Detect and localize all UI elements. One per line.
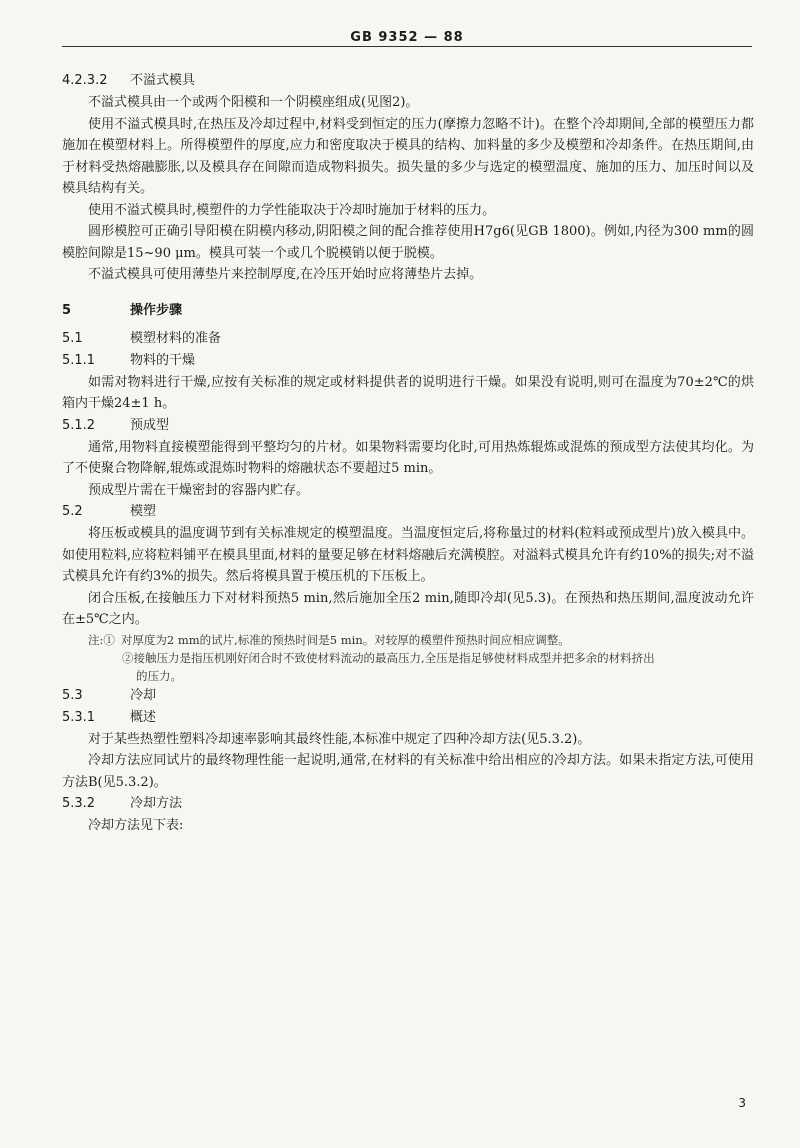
section-heading — [62, 793, 754, 815]
standard-number: GB 9352 — 88 — [342, 30, 471, 45]
note — [62, 631, 754, 649]
paragraph: 圆形模腔可正确引导阳模在阴模内移动,阴阳模之间的配合推荐使用H7g6(见GB 1800)。例如,内径为300 mm的圆模腔间隙是15~90 μm。模具可装一个或几个脱模销以便于脱模。 — [62, 224, 754, 261]
note-mark: ② — [122, 650, 134, 665]
note-mark: 注:① — [88, 632, 115, 647]
section-heading — [62, 328, 754, 350]
section-heading — [62, 501, 754, 523]
section-number: 5.1.2 — [62, 417, 96, 433]
section-title: 模塑 — [130, 504, 157, 519]
page-header — [62, 28, 752, 54]
paragraph: 通常,用物料直接模塑能得到平整均匀的片材。如果物料需要均化时,可用热炼辊炼或混炼的预成型方法使其均化。为了不使聚合物降解,辊炼或混炼时物料的熔融状态不要超过5 min。 — [62, 439, 754, 476]
note-text: 接触压力是指压机刚好闭合时不致使材料流动的最高压力,全压是指足够使材料成型并把多余的材料挤出 — [133, 650, 655, 665]
page-number: 3 — [738, 1096, 746, 1110]
section-title: 概述 — [130, 709, 157, 725]
section-heading — [62, 707, 754, 729]
paragraph: 冷却方法应同试片的最终物理性能一起说明,通常,在材料的有关标准中给出相应的冷却方法。如果未指定方法,可使用方法B(见5.3.2)。 — [62, 753, 754, 790]
paragraph: 闭合压板,在接触压力下对材料预热5 min,然后施加全压2 min,随即冷却(见5.3)。在预热和热压期间,温度波动允许在±5℃之内。 — [62, 590, 754, 627]
note-text: 对厚度为2 mm的试片,标准的预热时间是5 min。对较厚的模塑件预热时间应相应调整。 — [120, 632, 570, 647]
paragraph: 使用不溢式模具时,在热压及冷却过程中,材料受到恒定的压力(摩擦力忽略不计)。在整个冷却期间,全部的模塑压力都施加在模塑材料上。所得模塑件的厚度,应力和密度取决于模具的结构、加料量的多少及模塑和冷却条件。在热压期间,由于材料受热熔融膨胀,以及模具存在间隙而造成物料损失。损失量的多少与选定的模塑温度、施加的压力、加压时间以及模具结构有关。 — [62, 116, 754, 196]
section-heading — [62, 350, 754, 372]
section-title: 不溢式模具 — [130, 73, 196, 88]
paragraph: 预成型片需在干燥密封的容器内贮存。 — [88, 482, 310, 498]
section-title: 冷却 — [130, 687, 157, 703]
section-heading — [62, 685, 754, 707]
paragraph: 不溢式模具由一个或两个阳模和一个阴模座组成(见图2)。 — [88, 95, 419, 110]
paragraph: 不溢式模具可使用薄垫片来控制厚度,在冷压开始时应将薄垫片去掉。 — [88, 267, 483, 282]
section-number: 5.3 — [62, 687, 83, 703]
paragraph: 使用不溢式模具时,模塑件的力学性能取决于冷却时施加于材料的压力。 — [88, 202, 496, 218]
header-rule — [62, 46, 752, 47]
section-title: 物料的干燥 — [130, 352, 196, 368]
section-number: 5.3.2 — [62, 796, 96, 811]
note — [62, 649, 754, 667]
section-heading — [62, 70, 754, 92]
section-title: 操作步骤 — [130, 302, 183, 318]
note-continuation: 的压力。 — [136, 668, 182, 683]
section-number: 5.1.1 — [62, 352, 96, 368]
section-number: 5.3.1 — [62, 709, 96, 725]
section-heading — [62, 415, 754, 437]
section-number: 4.2.3.2 — [62, 73, 108, 88]
paragraph: 如需对物料进行干燥,应按有关标准的规定或材料提供者的说明进行干燥。如果没有说明,则可在温度为70±2℃的烘箱内干燥24±1 h。 — [62, 374, 754, 411]
paragraph: 对于某些热塑性塑料冷却速率影响其最终性能,本标准中规定了四种冷却方法(见5.3.2)。 — [88, 731, 591, 747]
paragraph: 将压板或模具的温度调节到有关标准规定的模塑温度。当温度恒定后,将称量过的材料(粒料或预成型片)放入模具中。如使用粒料,应将粒料铺平在模具里面,材料的量要足够在材料熔融后充满模腔。对溢料式模具允许有约10%的损失;对不溢式模具允许有约3%的损失。然后将模具置于模压机的下压板上。 — [62, 526, 754, 584]
section-number: 5 — [62, 302, 72, 318]
section-number: 5.2 — [62, 504, 83, 519]
section-number: 5.1 — [62, 330, 83, 346]
section-title: 预成型 — [130, 417, 170, 433]
document-body — [62, 70, 754, 837]
section-title: 模塑材料的准备 — [130, 330, 222, 346]
paragraph: 冷却方法见下表: — [88, 818, 184, 833]
section-title: 冷却方法 — [130, 796, 183, 811]
section-heading — [62, 300, 754, 322]
